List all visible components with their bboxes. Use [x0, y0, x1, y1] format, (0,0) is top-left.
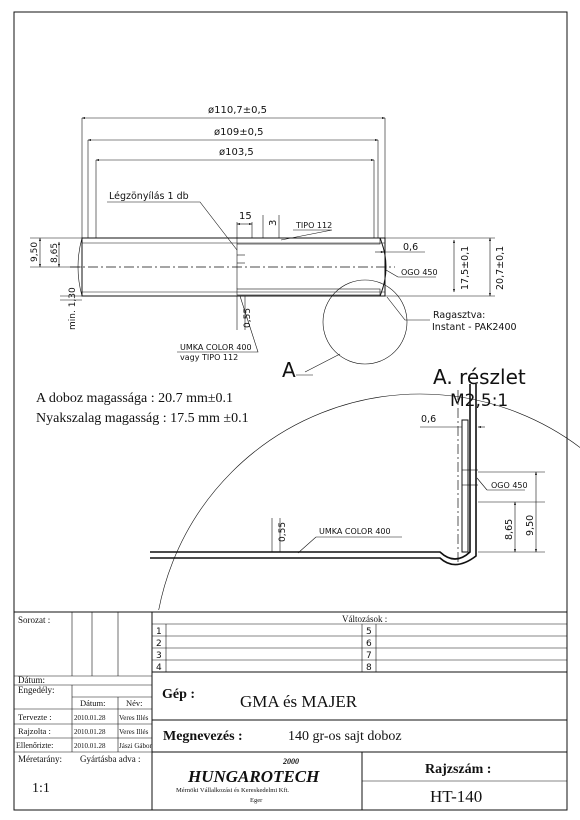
- datum-left-label: Dátum:: [18, 675, 45, 685]
- umka-label-2: vagy TIPO 112: [180, 353, 239, 362]
- rajzolta-name: Veres Illés: [119, 728, 149, 736]
- tervezte-name: Veres Illés: [119, 714, 149, 722]
- company-year: 2000: [283, 757, 299, 766]
- glue-leader: [387, 297, 430, 320]
- section-view: [30, 105, 517, 382]
- det-9-50: 9,50: [525, 514, 536, 536]
- dim-0-6: 0,6: [403, 242, 419, 253]
- glue-label-2: Instant - PAK2400: [432, 322, 517, 333]
- detail-view: [150, 384, 580, 820]
- detail-title: A. részlet: [433, 365, 526, 389]
- dim-inner: ø103,5: [219, 147, 254, 158]
- det-0-6: 0,6: [421, 414, 437, 425]
- dim-mid: ø109±0,5: [214, 127, 264, 138]
- det-ogo: OGO 450: [491, 481, 528, 490]
- valtozasok-label: Változások :: [342, 614, 388, 624]
- det-8-65: 8,65: [504, 518, 515, 540]
- note-height: A doboz magassága : 20.7 mm±0.1: [36, 391, 234, 406]
- vent-label: Légzönyílás 1 db: [109, 191, 189, 202]
- det-umka: UMKA COLOR 400: [319, 527, 391, 536]
- rajzszam-label: Rajzszám :: [425, 762, 492, 777]
- title-block: [14, 612, 567, 810]
- engedely-label: Engedély:: [18, 685, 55, 695]
- detail-marker: A: [282, 358, 296, 382]
- ellenorizte-date: 2010.01.28: [74, 742, 106, 750]
- change-num-7: 7: [366, 651, 372, 661]
- detail-scale: M2,5:1: [450, 391, 509, 411]
- detail-neck-band: [462, 420, 468, 552]
- dim-min-1-30: min. 1,30: [68, 287, 78, 330]
- tervezte-date: 2010.01.28: [74, 714, 106, 722]
- change-num-6: 6: [366, 639, 372, 649]
- rajzolta-date: 2010.01.28: [74, 728, 106, 736]
- detail-leader: [305, 354, 340, 372]
- dim-17-5: 17,5±0,1: [460, 245, 471, 290]
- detail-view-circle: [154, 394, 580, 820]
- change-num-1: 1: [156, 627, 162, 637]
- dim-8-65: 8,65: [50, 242, 60, 263]
- rajzszam-value: HT-140: [430, 787, 483, 806]
- dim-15: 15: [239, 211, 252, 222]
- dim-outer: ø110,7±0,5: [208, 105, 268, 116]
- note-neck: Nyakszalag magasság : 17.5 mm ±0.1: [36, 411, 249, 426]
- company-name: HUNGAROTECH: [188, 767, 320, 786]
- change-num-5: 5: [366, 627, 372, 637]
- megnevezes-value: 140 gr-os sajt doboz: [288, 729, 402, 744]
- change-num-3: 3: [156, 651, 162, 661]
- dim-0-55: 0,55: [243, 307, 253, 328]
- meretarany-label: Méretarány:: [18, 754, 62, 764]
- change-num-8: 8: [366, 663, 372, 673]
- change-num-4: 4: [156, 663, 162, 673]
- tipo-label: TIPO 112: [296, 221, 333, 230]
- rajzolta-label: Rajzolta :: [18, 726, 51, 736]
- ellenorizte-label: Ellenőrizte:: [16, 741, 54, 750]
- sorozat-label: Sorozat :: [18, 615, 51, 625]
- umka-label-1: UMKA COLOR 400: [180, 343, 252, 352]
- dim-9-50: 9,50: [30, 241, 40, 262]
- gep-label: Gép :: [162, 687, 196, 702]
- gyartasba-label: Gyártásba adva :: [80, 754, 141, 764]
- col-nev: Név:: [126, 698, 143, 708]
- company-sub-1: Mérnöki Vállalkozási és Kereskedelmi Kft.: [176, 787, 290, 794]
- ogo-label: OGO 450: [401, 268, 438, 277]
- gep-value: GMA és MAJER: [240, 692, 358, 711]
- scale-value: 1:1: [32, 781, 50, 796]
- dim-3: 3: [268, 219, 279, 226]
- detail-circle-a: [323, 280, 407, 364]
- company-sub-2: Eger: [250, 797, 263, 804]
- det-0-55: 0,55: [278, 521, 288, 542]
- ellenorizte-name: Jászi Gábor: [119, 742, 152, 750]
- change-num-2: 2: [156, 639, 162, 649]
- megnevezes-label: Megnevezés :: [163, 729, 243, 744]
- tervezte-label: Tervezte :: [18, 712, 52, 722]
- col-datum: Dátum:: [80, 698, 106, 708]
- glue-label-1: Ragasztva:: [433, 310, 486, 321]
- dim-20-7: 20,7±0,1: [495, 245, 506, 290]
